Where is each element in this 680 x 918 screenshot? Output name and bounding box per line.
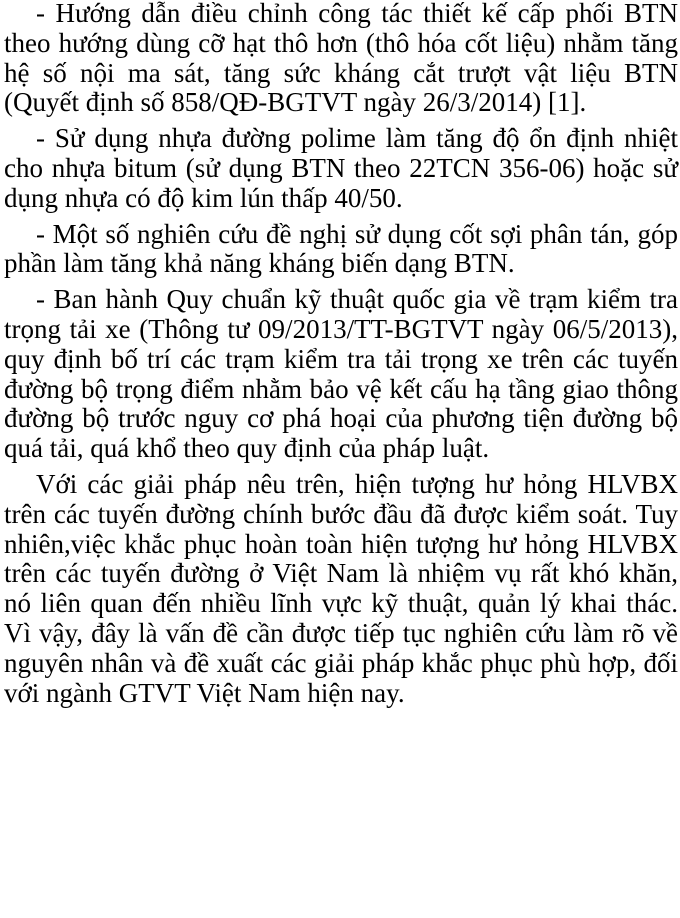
paragraph-bullet-aggregate-coarsening: - Hướng dẫn điều chỉnh công tác thiết kế cấp phối BTN theo hướng dùng cỡ hạt thô hơn (thô hóa cốt liệu) nhằm tăng hệ số nội ma sát, tăng sức kháng cắt trượt vật liệu BTN (Quyết định số 858/QĐ-BGTVT ngày 26/3/2014) [1]. bbox=[4, 0, 678, 118]
paragraph-bullet-weigh-stations: - Ban hành Quy chuẩn kỹ thuật quốc gia về trạm kiểm tra trọng tải xe (Thông tư 09/2013/TT-BGTVT ngày 06/5/2013), quy định bố trí các trạm kiểm tra tải trọng xe trên các tuyến đường bộ trọng điểm nhằm bảo vệ kết cấu hạ tầng giao thông đường bộ trước nguy cơ phá hoại của phương tiện đường bộ quá tải, quá khổ theo quy định của pháp luật. bbox=[4, 284, 678, 464]
paragraph-bullet-fiber-reinforcement: - Một số nghiên cứu đề nghị sử dụng cốt sợi phân tán, góp phần làm tăng khả năng kháng biến dạng BTN. bbox=[4, 218, 678, 279]
paragraph-conclusion: Với các giải pháp nêu trên, hiện tượng hư hỏng HLVBX trên các tuyến đường chính bước đầu đã được kiểm soát. Tuy nhiên,việc khắc phục hoàn toàn hiện tượng hư hỏng HLVBX trên các tuyến đường ở Việt Nam là nhiệm vụ rất khó khăn, nó liên quan đến nhiều lĩnh vực kỹ thuật, quản lý khai thác. Vì vậy, đây là vấn đề cần được tiếp tục nghiên cứu làm rõ về nguyên nhân và đề xuất các giải pháp khắc phục phù hợp, đối với ngành GTVT Việt Nam hiện nay. bbox=[4, 468, 678, 708]
paragraph-bullet-polymer-asphalt: - Sử dụng nhựa đường polime làm tăng độ ổn định nhiệt cho nhựa bitum (sử dụng BTN theo 22TCN 356-06) hoặc sử dụng nhựa có độ kim lún thấp 40/50. bbox=[4, 123, 678, 213]
